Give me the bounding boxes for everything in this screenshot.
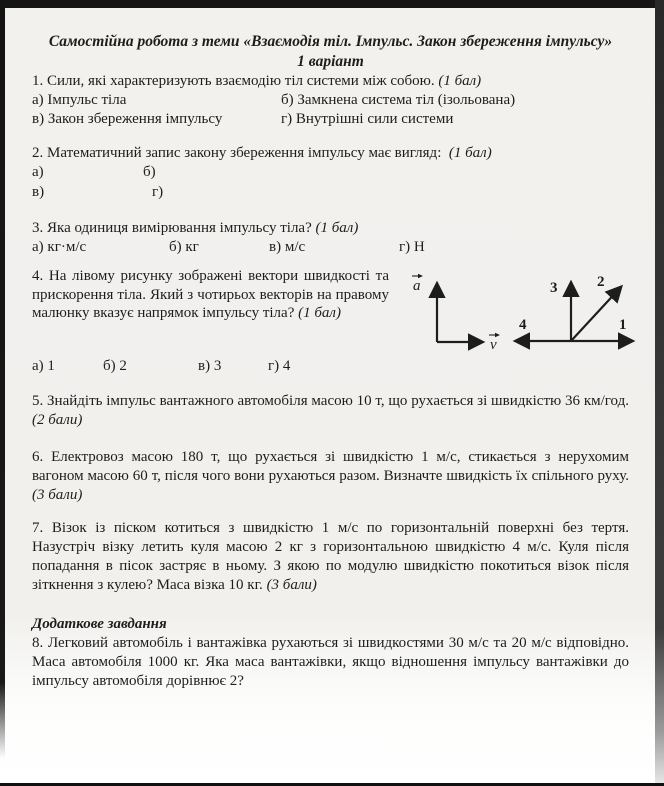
question-5-points: (2 бали) bbox=[32, 412, 83, 428]
q4-option-b: б) 2 bbox=[103, 358, 127, 374]
question-5-text: 5. Знайдіть імпульс вантажного автомобіля масою 10 т, що рухається зі швидкістю 36 км/год. (2 бали) bbox=[32, 393, 629, 428]
vector-label-a: a bbox=[413, 278, 421, 294]
q4-option-v: в) 3 bbox=[198, 358, 222, 374]
vector-label-v: v bbox=[490, 337, 497, 353]
question-3-points: (1 бал) bbox=[315, 220, 359, 236]
q2-option-a: а) bbox=[32, 164, 44, 180]
extra-task-heading: Додаткове завдання bbox=[32, 616, 167, 632]
question-2-text: 2. Математичний запис закону збереження імпульсу має вигляд: (1 бал) bbox=[32, 145, 492, 161]
vector-2-arrow bbox=[571, 288, 620, 341]
q2-option-b: б) bbox=[143, 164, 156, 180]
question-4-options bbox=[32, 357, 629, 376]
q3-option-a: а) кг·м/с bbox=[32, 239, 87, 255]
vector-label-4: 4 bbox=[519, 317, 527, 333]
velocity-acceleration-diagram bbox=[405, 267, 505, 355]
q3-option-v: в) м/с bbox=[269, 239, 306, 255]
question-7-text: 7. Візок із піском котиться з швидкістю 1 м/с по горизонтальній поверхні без тертя. Назустріч візку летить куля масою 2 кг з горизонтальною швидкістю 4 м/с. Куля після попадання в пісок застряє в ньому. З якою по модулю швидкістю покотиться візок після зіткнення з кулею? Маса візка 10 кг. (3 бали) bbox=[32, 520, 629, 593]
vector-label-3: 3 bbox=[550, 280, 558, 296]
q1-option-b: б) Замкнена система тіл (ізольована) bbox=[281, 92, 516, 108]
question-4-diagrams bbox=[389, 267, 645, 355]
question-6-points: (3 бали) bbox=[32, 487, 83, 503]
q3-option-b: б) кг bbox=[169, 239, 199, 255]
document-body bbox=[5, 8, 655, 783]
question-8-text: 8. Легковий автомобіль і вантажівка рухаються зі швидкостями 30 м/с та 20 м/с відповідно. Маса автомобіля 1000 кг. Яка маса вантажівки, якщо відношення імпульсу вантажівки до імпульсу автомобіля дорівнює 2? bbox=[32, 635, 629, 689]
question-3-options bbox=[32, 238, 629, 257]
four-vectors-diagram bbox=[505, 267, 643, 355]
question-4-text: 4. На лівому рисунку зображені вектори швидкості та прискорення тіла. Який з чотирьох векторів на правому малюнку вказує напрямок імпульсу тіла? (1 бал) bbox=[32, 268, 389, 321]
question-1-points: (1 бал) bbox=[438, 73, 482, 89]
question-1-text: 1. Сили, які характеризують взаємодію тіл системи між собою. (1 бал) bbox=[32, 73, 482, 89]
q1-option-v: в) Закон збереження імпульсу bbox=[32, 111, 223, 127]
q1-option-a: а) Імпульс тіла bbox=[32, 92, 127, 108]
question-4-points: (1 бал) bbox=[298, 305, 341, 321]
question-2-points: (1 бал) bbox=[448, 145, 492, 161]
q3-option-g: г) Н bbox=[399, 239, 425, 255]
q2-option-g: г) bbox=[152, 183, 164, 200]
question-6-text: 6. Електровоз масою 180 т, що рухається зі швидкістю 1 м/с, стикається з нерухомим вагоном масою 60 т, після чого вони рухаються разом. Визначте швидкість їх спільного руху. (3 бали) bbox=[32, 449, 629, 503]
q4-option-a: а) 1 bbox=[32, 358, 55, 374]
question-4-block bbox=[32, 267, 629, 355]
question-1-options bbox=[32, 91, 629, 129]
q1-option-g: г) Внутрішні сили системи bbox=[281, 111, 454, 127]
question-7-points: (3 бали) bbox=[266, 577, 317, 593]
question-3-text: 3. Яка одиниця вимірювання імпульсу тіла? (1 бал) bbox=[32, 220, 359, 236]
variant-label: 1 варіант bbox=[297, 53, 364, 70]
question-2-options-row2 bbox=[32, 183, 629, 203]
v-overbar-arrowhead-icon bbox=[495, 333, 500, 337]
scan-border-right bbox=[655, 0, 664, 786]
vector-label-2: 2 bbox=[597, 274, 605, 290]
q4-option-g: г) 4 bbox=[268, 358, 291, 374]
document-title: Самостійна робота з теми «Взаємодія тіл. Імпульс. Закон збереження імпульсу» bbox=[48, 33, 613, 50]
q2-option-v: в) bbox=[32, 183, 45, 200]
vector-label-1: 1 bbox=[619, 317, 627, 333]
a-overbar-arrowhead-icon bbox=[418, 274, 423, 278]
scan-border-top bbox=[0, 0, 664, 8]
question-2-options-row1 bbox=[32, 163, 629, 183]
